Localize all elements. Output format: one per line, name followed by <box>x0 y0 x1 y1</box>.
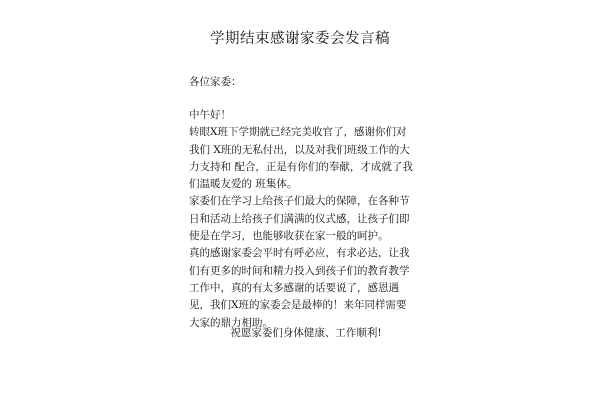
greeting: 中午好！ <box>189 109 231 121</box>
paragraph-gratitude: 真的感谢家委会平时有呼必应，有求必达，让我们有更多的时间和精力投入到孩子们的教育教学工作中，真的有太多感谢的话要说了，感恩遇见，我们X班的家委会是最棒的！来年同样需要大家的鼎力相助。 <box>189 247 410 329</box>
speech-body <box>189 107 415 332</box>
closing-wish: 祝愿家委们身体健康、工作顺利! <box>230 327 382 339</box>
paragraph-support: 家委们在学习上给孩子们最大的保障，在各种节日和活动上给孩子们满满的仪式感，让孩子们即使是在学习，也能够收获在家一般的呵护。 <box>189 195 410 243</box>
salutation: 各位家委： <box>189 76 242 88</box>
document-title: 学期结束感谢家委会发言稿 <box>210 31 390 47</box>
paragraph-thanks: 转眼X班下学期就已经完美收官了，感谢你们对我们 X班的无私付出，以及对我们班级工作的大力支持和 配合，正是有你们的奉献，才成就了我们温暖友爱的 班集体。 <box>189 126 413 191</box>
